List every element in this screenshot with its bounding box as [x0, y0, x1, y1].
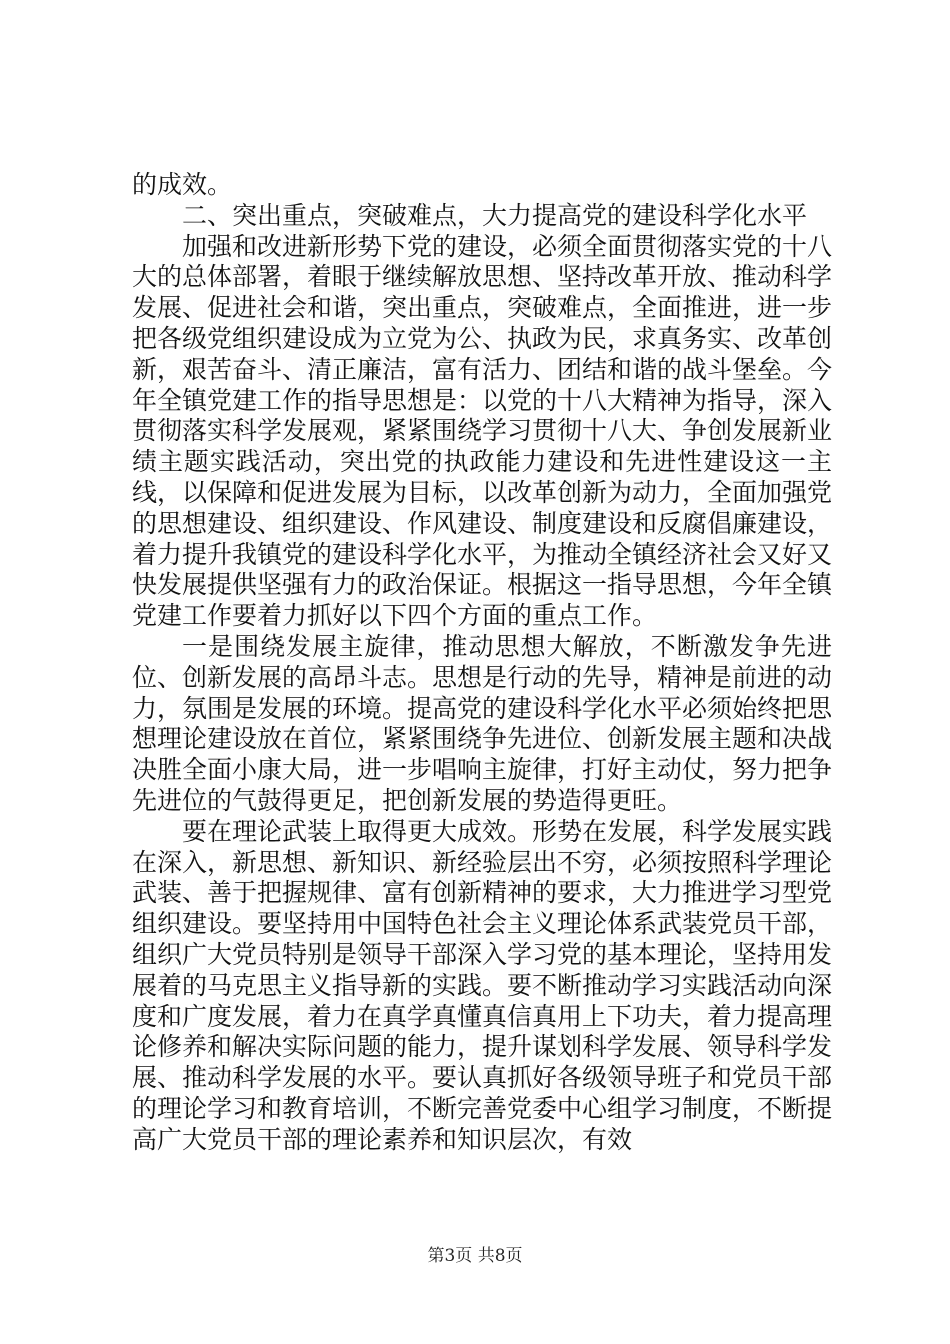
- paragraph: 加强和改进新形势下党的建设，必须全面贯彻落实党的十八大的总体部署，着眼于继续解放思想、坚持改革开放、推动科学发展、促进社会和谐，突出重点，突破难点，全面推进，进一步把各级党组织建设成为立党为公、执政为民，求真务实、改革创新，艰苦奋斗、清正廉洁，富有活力、团结和谐的战斗堡垒。今年全镇党建工作的指导思想是：以党的十八大精神为指导，深入贯彻落实科学发展观，紧紧围绕学习贯彻十八大、争创发展新业绩主题实践活动，突出党的执政能力建设和先进性建设这一主线，以保障和促进发展为目标，以改革创新为动力，全面加强党的思想建设、组织建设、作风建设、制度建设和反腐倡廉建设，着力提升我镇党的建设科学化水平，为推动全镇经济社会又好又快发展提供坚强有力的政治保证。根据这一指导思想，今年全镇党建工作要着力抓好以下四个方面的重点工作。: [132, 231, 833, 631]
- paragraph-continuation: 的成效。: [132, 170, 233, 199]
- paragraph: 一是围绕发展主旋律，推动思想大解放，不断激发争先进位、创新发展的高昂斗志。思想是行动的先导，精神是前进的动力，氛围是发展的环境。提高党的建设科学化水平必须始终把思想理论建设放在首位，紧紧围绕争先进位、创新发展主题和决战决胜全面小康大局，进一步唱响主旋律，打好主动仗，努力把争先进位的气鼓得更足，把创新发展的势造得更旺。: [132, 631, 833, 815]
- paragraph: 要在理论武装上取得更大成效。形势在发展，科学发展实践在深入，新思想、新知识、新经验层出不穷，必须按照科学理论武装、善于把握规律、富有创新精神的要求，大力推进学习型党组织建设。要坚持用中国特色社会主义理论体系武装党员干部，组织广大党员特别是领导干部深入学习党的基本理论，坚持用发展着的马克思主义指导新的实践。要不断推动学习实践活动向深度和广度发展，着力在真学真懂真信真用上下功夫，着力提高理论修养和解决实际问题的能力，提升谋划科学发展、领导科学发展、推动科学发展的水平。要认真抓好各级领导班子和党员干部的理论学习和教育培训，不断完善党委中心组学习制度，不断提高广大党员干部的理论素养和知识层次，有效: [132, 816, 833, 1154]
- page-number: 第3页 共8页: [427, 1246, 523, 1266]
- section-heading: 二、突出重点，突破难点，大力提高党的建设科学化水平: [182, 200, 808, 230]
- body-text: [132, 170, 832, 1156]
